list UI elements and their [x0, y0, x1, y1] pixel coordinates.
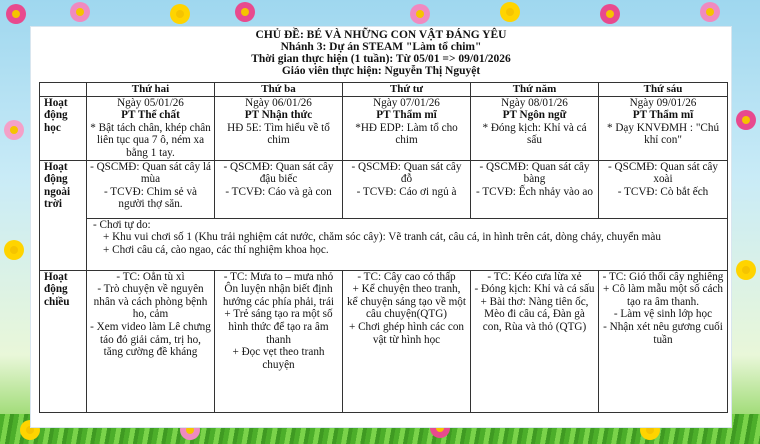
cell-chieu-thu-nam: - TC: Kéo cưa lừa xẻ - Đóng kịch: Khỉ và cá sấu + Bài thơ: Nàng tiên ốc, Mèo đi câu cá, Đàn gà con, Rùa và thỏ (QTG): [471, 270, 599, 412]
flower-decoration: [70, 2, 90, 22]
row-label-chieu: Hoạt động chiều: [40, 270, 87, 412]
flower-decoration: [170, 4, 190, 24]
flower-decoration: [736, 110, 756, 130]
cell-chieu-thu-sau: - TC: Gió thổi cây nghiêng + Cô làm mẫu một số cách tạo ra âm thanh. - Làm vệ sinh lớp học - Nhận xét nêu gương cuối tuần: [599, 270, 728, 412]
row-label-ngoai-troi: Hoạt động ngoài trời: [40, 160, 87, 270]
cell-chieu-thu-hai: - TC: Oẳn tù xì - Trò chuyện về nguyên nhân và cách phòng bệnh ho, cảm - Xem video làm Lê chưng táo đỏ giải cảm, trị ho, tăng cường đề kháng: [87, 270, 215, 412]
cell-hoc-thu-nam: Ngày 08/01/26 PT Ngôn ngữ * Đóng kịch: Khỉ và cá sấu: [471, 96, 599, 160]
flower-decoration: [736, 260, 756, 280]
plan-document: [30, 26, 732, 428]
flower-decoration: [235, 2, 255, 22]
flower-decoration: [600, 4, 620, 24]
cell-ngoai-troi-thu-sau: - QSCMĐ: Quan sát cây xoài - TCVĐ: Cò bắt ếch: [599, 160, 728, 218]
cell-ngoai-troi-thu-ba: - QSCMĐ: Quan sát cây đậu biếc - TCVĐ: Cáo và gà con: [215, 160, 343, 218]
column-header: Thứ hai: [87, 83, 215, 97]
table-row-ngoai-troi: [40, 160, 728, 218]
flower-decoration: [4, 240, 24, 260]
column-header: Thứ tư: [343, 83, 471, 97]
flower-decoration: [410, 4, 430, 24]
cell-choi-tu-do: - Chơi tự do: + Khu vui chơi số 1 (Khu trải nghiệm cát nước, chăm sóc cây): Vẽ tranh cát, câu cá, in hình trên cát, dòng chảy, chuyển màu + Chơi câu cá, cào ngao, các thí nghiệm khoa học.: [87, 218, 728, 270]
cell-chieu-thu-ba: - TC: Mưa to – mưa nhỏ Ôn luyện nhận biết định hướng các phía phải, trái + Trẻ sáng tạo ra một số hình thức để tạo ra âm thanh + Đọc vẹt theo tranh chuyện: [215, 270, 343, 412]
flower-decoration: [6, 4, 26, 24]
cell-ngoai-troi-thu-nam: - QSCMĐ: Quan sát cây bàng - TCVĐ: Ếch nhảy vào ao: [471, 160, 599, 218]
cell-ngoai-troi-thu-tu: - QSCMĐ: Quan sát cây đỗ - TCVĐ: Cáo ơi ngủ à: [343, 160, 471, 218]
cell-chieu-thu-tu: - TC: Cây cao cỏ thấp + Kể chuyện theo tranh, kể chuyện sáng tạo về một câu chuyện(QTG) + Chơi ghép hình các con vật từ hình học: [343, 270, 471, 412]
cell-hoc-thu-sau: Ngày 09/01/26 PT Thẩm mĩ * Dạy KNVĐMH : "Chú khỉ con": [599, 96, 728, 160]
table-row-choi-tu-do: [40, 218, 728, 270]
table-header-row: [40, 83, 728, 97]
doc-teacher: Giáo viên thực hiện: Nguyễn Thị Nguyệt: [281, 65, 481, 77]
cell-hoc-thu-tu: Ngày 07/01/26 PT Thẩm mĩ *HĐ EDP: Làm tổ cho chim: [343, 96, 471, 160]
flower-decoration: [700, 2, 720, 22]
doc-time: Thời gian thực hiện (1 tuần): Từ 05/01 => 09/01/2026: [251, 53, 511, 65]
row-label-hoc: Hoạt động học: [40, 96, 87, 160]
corner-cell: [40, 83, 87, 97]
doc-title: CHỦ ĐỀ: BÉ VÀ NHỮNG CON VẬT ĐÁNG YÊU: [255, 29, 507, 41]
cell-hoc-thu-ba: Ngày 06/01/26 PT Nhận thức HĐ 5E: Tìm hiểu về tổ chim: [215, 96, 343, 160]
document-header: [31, 29, 731, 77]
column-header: Thứ ba: [215, 83, 343, 97]
weekly-plan-table: [39, 82, 728, 413]
flower-decoration: [500, 2, 520, 22]
table-row-chieu: [40, 270, 728, 412]
cell-hoc-thu-hai: Ngày 05/01/26 PT Thể chất * Bật tách chân, khép chân liên tục qua 7 ô, ném xa bằng 1 tay.: [87, 96, 215, 160]
table-row-hoc: [40, 96, 728, 160]
column-header: Thứ năm: [471, 83, 599, 97]
column-header: Thứ sáu: [599, 83, 728, 97]
doc-branch: Nhánh 3: Dự án STEAM "Làm tổ chim": [280, 41, 482, 53]
cell-ngoai-troi-thu-hai: - QSCMĐ: Quan sát cây lá mùa - TCVĐ: Chim sẻ và người thợ săn.: [87, 160, 215, 218]
flower-decoration: [4, 120, 24, 140]
